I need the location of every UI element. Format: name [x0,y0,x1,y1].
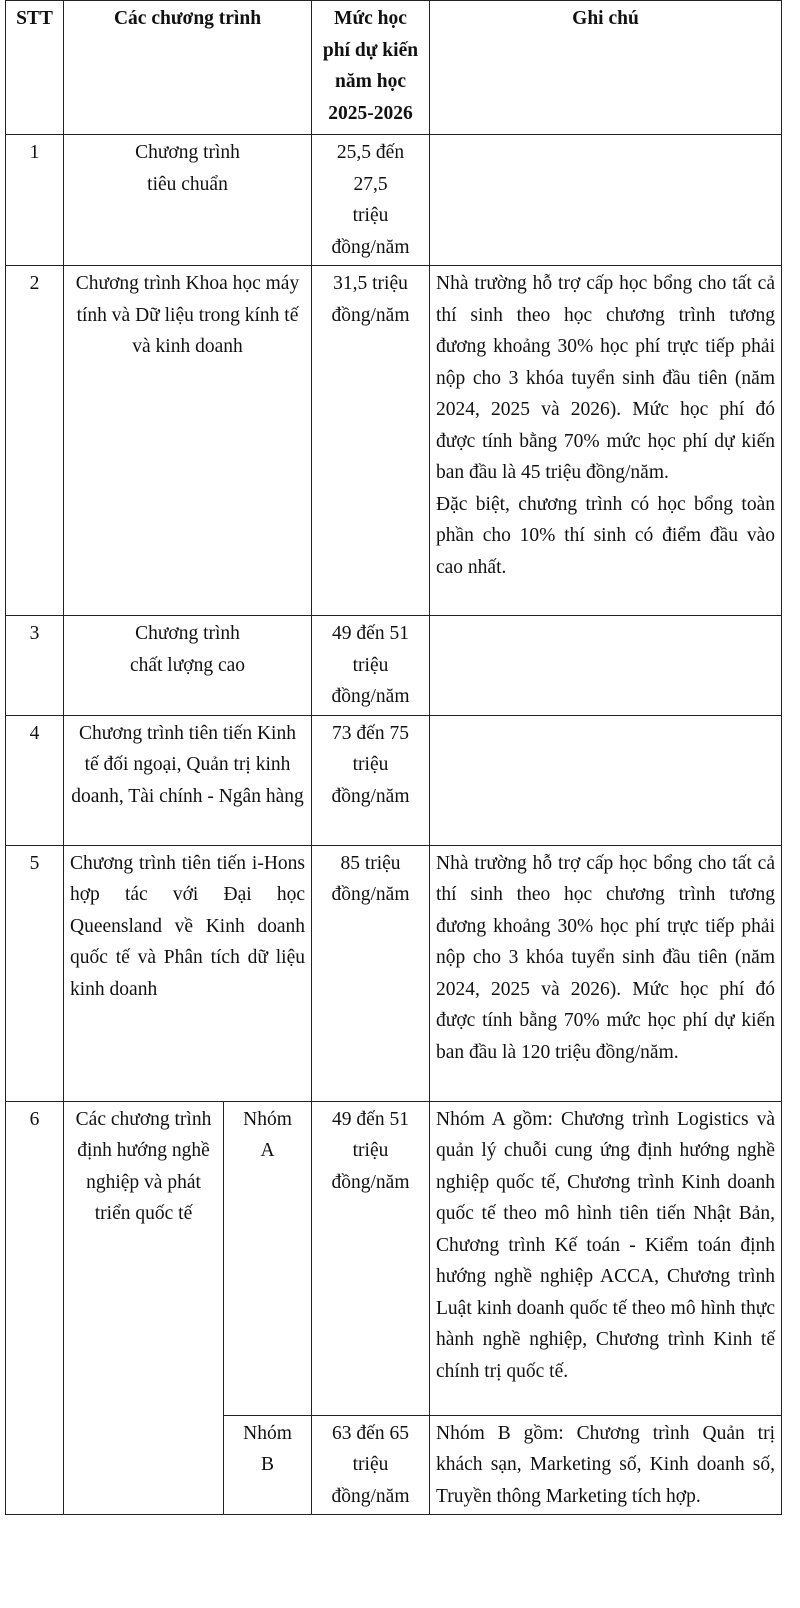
row-note [430,616,782,716]
row-program: Chương trình tiên tiến i-Hons hợp tác với Đại học Queensland về Kinh doanh quốc tế và Phân tích dữ liệu kinh doanh [64,845,312,1101]
header-stt: STT [6,1,64,135]
row-note-paragraph: Nhà trường hỗ trợ cấp học bổng cho tất cả thí sinh theo học chương trình tương đương khoảng 30% học phí trực tiếp phải nộp cho 3 khóa tuyển sinh đầu tiên (năm 2024, 2025 và 2026). Mức học phí đó được tính bằng 70% mức học phí dự kiến ban đầu là 45 triệu đồng/năm. [436,273,775,483]
row-fee: 25,5 đến 27,5 triệu đồng/năm [312,135,430,266]
row-stt: 2 [6,266,64,616]
row-stt: 1 [6,135,64,266]
row-stt: 6 [6,1101,64,1515]
table-row [6,135,782,266]
row-fee: 49 đến 51 triệu đồng/năm [312,616,430,716]
row-fee: 85 triệu đồng/năm [312,845,430,1101]
header-program: Các chương trình [64,1,312,135]
row-note: Nhóm A gồm: Chương trình Logistics và quản lý chuỗi cung ứng định hướng nghề nghiệp quốc tế, Chương trình Kinh doanh quốc tế theo mô hình tiên tiến Nhật Bản, Chương trình Kế toán - Kiểm toán định hướng nghề nghiệp ACCA, Chương trình Luật kinh doanh quốc tế theo mô hình thực hành nghề nghiệp, Chương trình Kinh tế chính trị quốc tế. [430,1101,782,1415]
tuition-fee-table [5,0,782,1515]
row-note [430,266,782,616]
row-stt: 5 [6,845,64,1101]
row-note: Nhà trường hỗ trợ cấp học bổng cho tất cả thí sinh theo học chương trình tương đương khoảng 30% học phí trực tiếp phải nộp cho 3 khóa tuyển sinh đầu tiên (năm 2024, 2025 và 2026). Mức học phí đó được tính bằng 70% mức học phí dự kiến ban đầu là 120 triệu đồng/năm. [430,845,782,1101]
table-row [6,845,782,1101]
table-row [6,1101,782,1415]
row-group-a: Nhóm A [224,1101,312,1415]
row-program: Chương trình tiên tiến Kinh tế đối ngoại, Quản trị kinh doanh, Tài chính - Ngân hàng [64,715,312,845]
table-row [6,616,782,716]
row-note: Nhóm B gồm: Chương trình Quản trị khách sạn, Marketing số, Kinh doanh số, Truyền thông Marketing tích hợp. [430,1415,782,1515]
row-fee: 73 đến 75 triệu đồng/năm [312,715,430,845]
header-fee: Mức học phí dự kiến năm học 2025-2026 [312,1,430,135]
table-row [6,715,782,845]
row-group-b: Nhóm B [224,1415,312,1515]
header-note: Ghi chú [430,1,782,135]
row-program: Chương trình tiêu chuẩn [64,135,312,266]
row-program: Chương trình chất lượng cao [64,616,312,716]
row-stt: 4 [6,715,64,845]
row-program: Các chương trình định hướng nghề nghiệp và phát triển quốc tế [64,1101,224,1515]
table-row [6,266,782,616]
row-note [430,135,782,266]
row-note [430,715,782,845]
table-header-row [6,1,782,135]
row-stt: 3 [6,616,64,716]
row-note-paragraph: Đặc biệt, chương trình có học bổng toàn phần cho 10% thí sinh có điểm đầu vào cao nhất. [436,493,775,578]
row-fee: 49 đến 51 triệu đồng/năm [312,1101,430,1415]
row-fee: 31,5 triệu đồng/năm [312,266,430,616]
row-fee: 63 đến 65 triệu đồng/năm [312,1415,430,1515]
row-program: Chương trình Khoa học máy tính và Dữ liệu trong kính tế và kinh doanh [64,266,312,616]
